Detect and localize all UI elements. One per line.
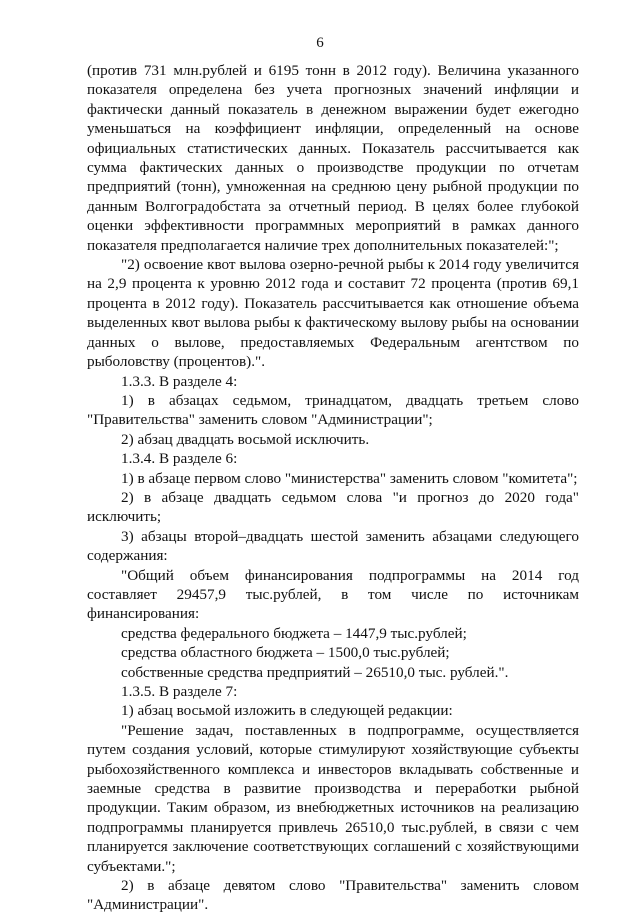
document-body: [87, 61, 579, 915]
paragraph: 2) абзац двадцать восьмой исключить.: [121, 430, 370, 448]
paragraph: средства федерального бюджета – 1447,9 тыс.рублей;: [121, 624, 467, 642]
paragraph: 1) в абзаце первом слово "министерства" заменить словом "комитета";: [121, 469, 578, 487]
paragraph: 1.3.5. В разделе 7:: [121, 683, 238, 700]
paragraph: собственные средства предприятий – 26510,0 тыс. рублей.".: [121, 663, 509, 681]
page-number: 6: [316, 35, 324, 51]
paragraph: 3) абзацы второй–двадцать шестой заменить абзацами следующего содержания:: [87, 527, 579, 565]
paragraph: (против 731 млн.рублей и 6195 тонн в 2012 году). Величина указанного показателя определена без учета прогнозных значений инфляции и фактически данный показатель в денежном выражении будет ежегодно уменьшаться на коэффициент инфляции, определенный на основе официальных статистических данных. Показатель рассчитывается как сумма фактических данных о производстве продукции по отчетам предприятий (тонн), умноженная на среднюю цену рыбной продукции по данным Волгоградобстата за отчетный период. В целях более глубокой оценки эффективности программных мероприятий в рамках данного показателя предполагается наличие трех дополнительных показателей:";: [87, 62, 579, 254]
paragraph: 2) в абзаце девятом слово "Правительства" заменить словом "Администрации".: [87, 877, 579, 914]
paragraph: 1.3.4. В разделе 6:: [121, 450, 238, 468]
paragraph: средства областного бюджета – 1500,0 тыс.рублей;: [121, 644, 450, 662]
paragraph: "2) освоение квот вылова озерно-речной рыбы к 2014 году увеличится на 2,9 процента к уровню 2012 года и составит 72 процента (против 69,1 процента в 2012 году). Показатель рассчитывается как отношение объема выделенных квот вылова рыбы к фактическому вылову рыбы на основании данных о вылове, предоставляемых Федеральным агентством по рыболовству (процентов).".: [87, 256, 579, 371]
paragraph: 1) абзац восьмой изложить в следующей редакции:: [121, 702, 453, 720]
paragraph: "Решение задач, поставленных в подпрограмме, осуществляется путем создания условий, которые стимулируют хозяйствующие субъекты рыбохозяйственного комплекса и инвесторов вкладывать собственные и заемные средства в развитие производства и переработки рыбной продукции. Таким образом, из внебюджетных источников на реализацию подпрограммы планируется привлечь 26510,0 тыс.рублей, в связи с чем планируется заключение соответствующих соглашений с хозяйствующими субъектами.";: [87, 721, 579, 875]
paragraph: 1.3.3. В разделе 4:: [121, 372, 238, 390]
paragraph: 2) в абзаце двадцать седьмом слова "и прогноз до 2020 года" исключить;: [87, 488, 579, 526]
paragraph: 1) в абзацах седьмом, тринадцатом, двадцать третьем слово "Правительства" заменить словом "Администрации";: [87, 391, 579, 429]
paragraph: "Общий объем финансирования подпрограммы на 2014 год составляет 29457,9 тыс.рублей, в том числе по источникам финансирования:: [87, 566, 579, 623]
